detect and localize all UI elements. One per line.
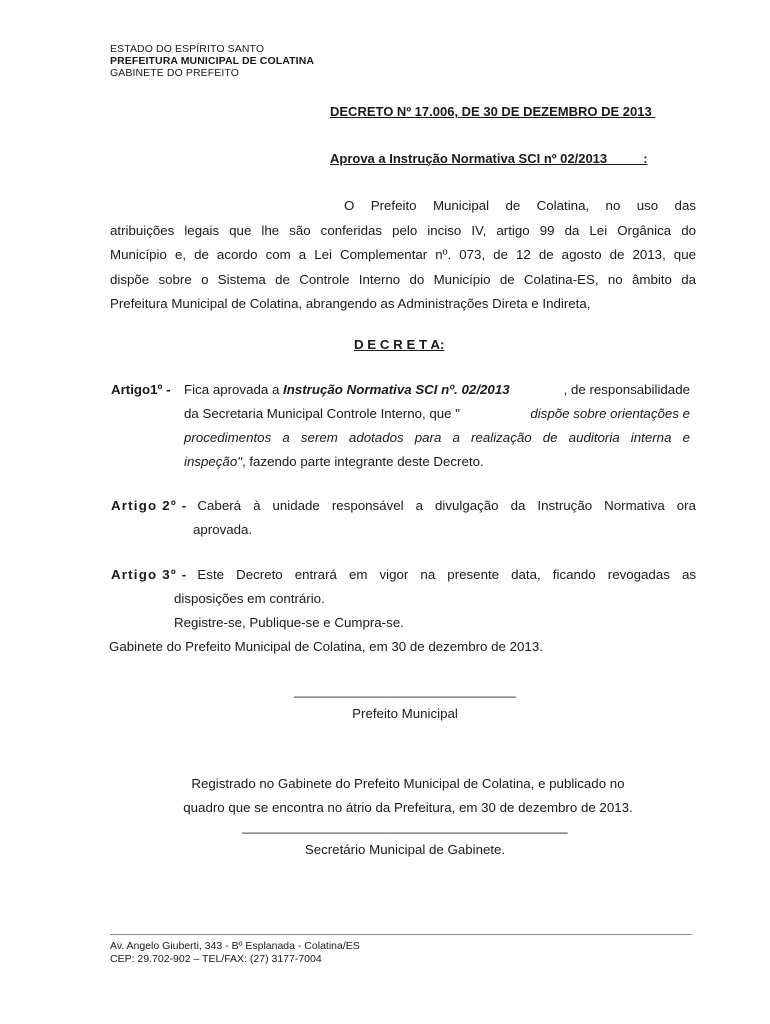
artigo3-label: Artigo 3º - — [111, 567, 188, 582]
artigo1-text-l2a: da Secretaria Municipal Controle Interno, que " — [184, 406, 460, 421]
footer-contact: CEP: 29.702-902 – TEL/FAX: (27) 3177-7004 — [110, 952, 322, 965]
letterhead-gabinete: GABINETE DO PREFEITO — [110, 67, 239, 79]
artigo1-text-l4b: , fazendo parte integrante deste Decreto. — [241, 454, 484, 469]
secretario-signature-line: ____________________________________________ — [242, 819, 568, 834]
artigo3-line-1 — [111, 563, 696, 587]
artigo1-text-a: Fica aprovada a — [184, 382, 284, 397]
artigo1-line-4 — [184, 450, 690, 474]
footer — [110, 940, 360, 965]
artigo1-line-1 — [184, 378, 690, 402]
artigo3 — [111, 563, 696, 659]
artigo1-text-l2b: dispõe sobre orientações e — [530, 406, 690, 421]
secretario-signature-label: Secretário Municipal de Gabinete. — [304, 842, 506, 857]
secretario-signature — [200, 820, 610, 857]
letterhead — [110, 43, 314, 79]
preamble-line-2: atribuições legais que lhe são conferidas pelo inciso IV, artigo 99 da Lei Orgânica do — [110, 222, 696, 238]
artigo2 — [111, 494, 696, 542]
artigo1-instrucao-ref: Instrução Normativa SCI nº. 02/2013 — [283, 382, 510, 397]
artigo3-line-2: disposições em contrário. — [174, 591, 325, 606]
registro-line-1: Registrado no Gabinete do Prefeito Municipal de Colatina, e publicado no — [191, 776, 625, 791]
footer-address: Av. Angelo Giuberti, 343 - Bº Esplanada - Colatina/ES — [110, 940, 360, 952]
artigo1-text-l4a: inspeção" — [184, 454, 242, 469]
preamble-line-4: dispõe sobre o Sistema de Controle Interno do Município de Colatina-ES, no âmbito da — [110, 271, 696, 287]
artigo3-text-1: Este Decreto entrará em vigor na presente data, ficando revogadas as — [197, 567, 696, 582]
registro-line-2: quadro que se encontra no átrio da Prefeitura, em 30 de dezembro de 2013. — [183, 800, 633, 815]
prefeito-signature-line: ______________________________ — [294, 683, 516, 698]
artigo1-line-3: procedimentos a serem adotados para a realização de auditoria interna e — [184, 430, 690, 445]
decree-subject: Aprova a Instrução Normativa SCI nº 02/2013 : — [330, 151, 648, 166]
preamble-line-5: Prefeitura Municipal de Colatina, abrangendo as Administrações Direta e Indireta, — [110, 296, 591, 311]
artigo1-text-c: , de responsabilidade — [563, 382, 690, 397]
decreta-heading: D E C R E T A: — [354, 337, 445, 352]
artigo2-text-1: Caberá à unidade responsável a divulgação da Instrução Normativa ora — [197, 498, 696, 513]
preamble-line-3: Município e, de acordo com a Lei Complementar nº. 073, de 12 de agosto de 2013, que — [110, 247, 696, 262]
artigo2-line-1 — [111, 494, 696, 518]
preamble-line-1: O Prefeito Municipal de Colatina, no uso das — [344, 198, 696, 213]
preamble — [110, 194, 696, 317]
artigo3-gabinete-date: Gabinete do Prefeito Municipal de Colatina, em 30 de dezembro de 2013. — [109, 639, 543, 654]
prefeito-signature — [250, 684, 560, 721]
decree-title: DECRETO Nº 17.006, DE 30 DE DEZEMBRO DE 2013 — [330, 104, 656, 119]
artigo2-line-2: aprovada. — [193, 522, 253, 537]
artigo1-line-2 — [184, 402, 690, 426]
footer-divider — [110, 934, 692, 935]
letterhead-prefeitura: PREFEITURA MUNICIPAL DE COLATINA — [110, 55, 315, 67]
registro-block — [110, 772, 706, 820]
prefeito-signature-label: Prefeito Municipal — [352, 706, 458, 721]
artigo3-registre: Registre-se, Publique-se e Cumpra-se. — [174, 615, 404, 630]
artigo1-label: Artigo1º - — [111, 382, 171, 397]
artigo1-body — [184, 378, 690, 474]
letterhead-state: ESTADO DO ESPÍRITO SANTO — [110, 43, 265, 55]
artigo2-label: Artigo 2º - — [111, 498, 188, 513]
